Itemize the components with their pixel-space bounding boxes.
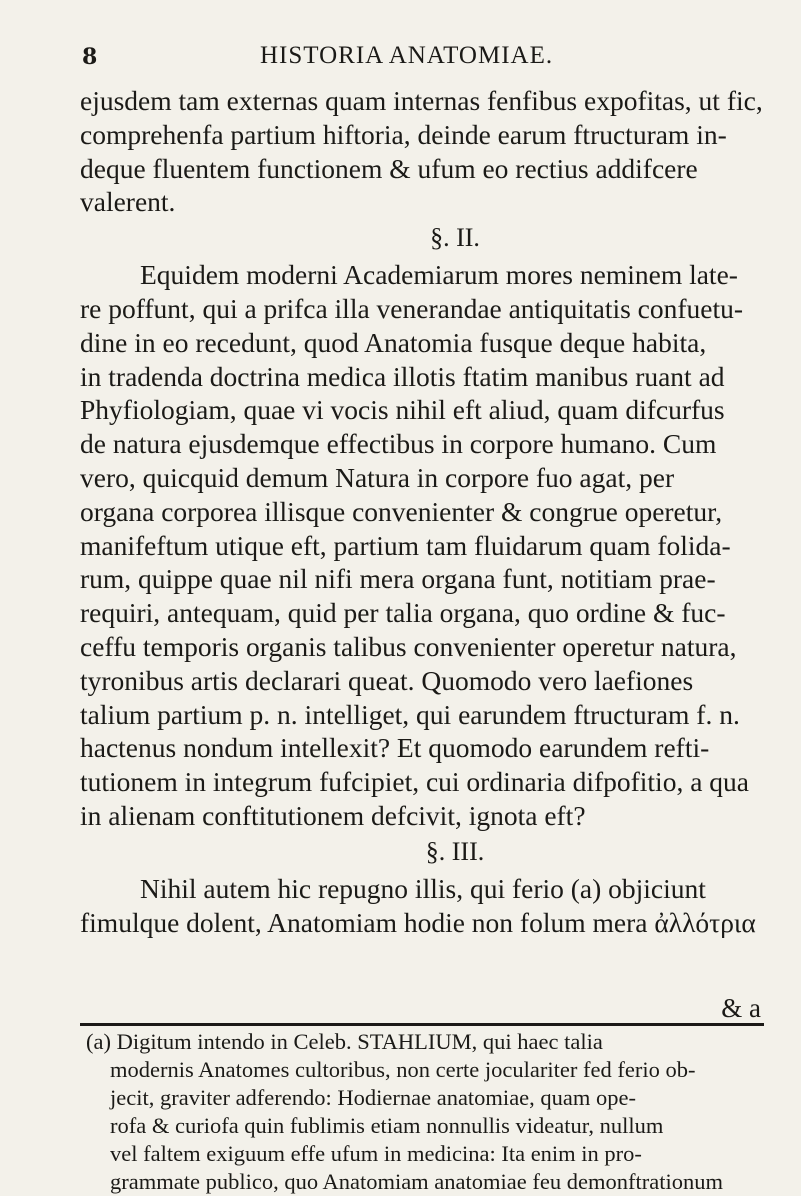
footnote-line: vel faltem exiguum effe ufum in medicina: Ita enim in pro- (110, 1141, 642, 1166)
section-heading-ii: §. II. (430, 223, 480, 253)
text-line: re poffunt, qui a prifca illa venerandae antiquitatis confuetu- (80, 292, 744, 324)
footnote-line: jecit, graviter adferendo: Hodiernae anatomiae, quam ope- (110, 1085, 637, 1110)
text-line: in alienam conftitutionem defcivit, ignota eft? (80, 799, 586, 831)
footnote-rule (80, 1023, 764, 1026)
text-line: dine in eo recedunt, quod Anatomia fusque deque habita, (80, 326, 707, 358)
text-line: fimulque dolent, Anatomiam hodie non folum mera ἀλλότρια (80, 906, 756, 938)
text-line: ceffu temporis organis talibus convenienter operetur natura, (80, 630, 737, 662)
footnote-line: rofa & curiofa quin fublimis etiam nonnullis videatur, nullum (110, 1113, 664, 1138)
text-line: rum, quippe quae nil nifi mera organa funt, notitiam prae- (80, 563, 716, 595)
text-line: Nihil autem hic repugno illis, qui ferio (a) objiciunt (140, 872, 706, 904)
footnote-line: grammate publico, quo Anatomiam anatomiae feu demonftrationum (110, 1169, 723, 1194)
text-line: Equidem moderni Academiarum mores neminem late- (140, 259, 738, 291)
text-line: manifeftum utique eft, partium tam fluidarum quam folida- (80, 529, 731, 561)
footnote-line: modernis Anatomes cultoribus, non certe joculariter fed ferio ob- (110, 1057, 696, 1082)
text-line: ejusdem tam externas quam internas fenfibus expofitas, ut fic, (80, 85, 763, 116)
text-line: valerent. (80, 186, 176, 218)
text-line: comprehenfa partium hiftoria, deinde earum ftructuram in- (80, 118, 727, 150)
text-line: requiri, antequam, quid per talia organa, quo ordine & fuc- (80, 597, 726, 629)
text-line: talium partium p. n. intelliget, qui earundem ftructuram f. n. (80, 698, 740, 730)
text-line: vero, quicquid demum Natura in corpore fuo agat, per (80, 461, 675, 493)
section-heading-iii: §. III. (425, 836, 485, 866)
running-title: HISTORIA ANATOMIAE. (260, 42, 554, 69)
catchword: & a (721, 993, 761, 1023)
page-number: 8 (82, 44, 98, 70)
main-text (80, 84, 763, 939)
text-line: organa corporea illisque convenienter & congrue operetur, (80, 495, 723, 527)
text-line: tutionem in integrum fufcipiet, cui ordinaria difpofitio, a qua (80, 766, 749, 798)
text-line: tyronibus artis declarari queat. Quomodo vero laefiones (80, 664, 694, 696)
text-line: de natura ejusdemque effectibus in corpore humano. Cum (80, 428, 717, 460)
page-header (82, 42, 731, 82)
text-line: deque fluentem functionem & ufum eo rectius addifcere (80, 152, 698, 184)
text-line: in tradenda doctrina medica illotis ftatim manibus ruant ad (80, 360, 725, 392)
footnote (80, 1028, 765, 1196)
text-line: hactenus nondum intellexit? Et quomodo earundem refti- (80, 732, 710, 764)
text-line: Phyfiologiam, quae vi vocis nihil eft aliud, quam difcurfus (80, 394, 725, 426)
footnote-line: (a) Digitum intendo in Celeb. STAHLIUM, qui haec talia (86, 1029, 603, 1054)
